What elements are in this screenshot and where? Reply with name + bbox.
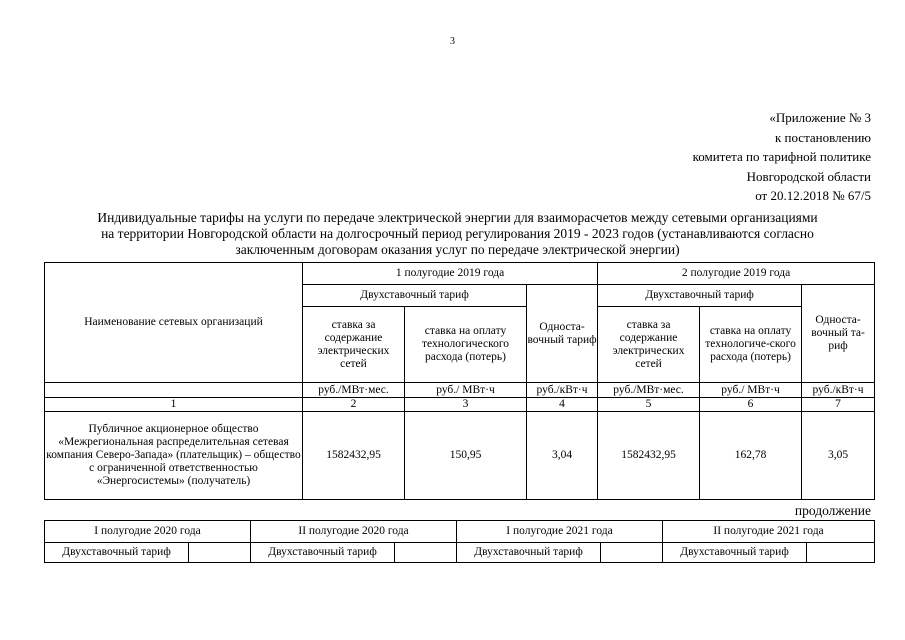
title-line: на территории Новгородской области на долгосрочный период регулирования 2019 - 2023 годов (устанавливаются согласно [101,226,814,241]
appendix-header [571,108,871,206]
appendix-line: комитета по тарифной политике [692,149,871,164]
two-rate-header: Двухставочный тариф [251,543,395,563]
table-row [45,412,875,500]
period-header: II полугодие 2021 года [663,521,875,543]
maintenance-rate-header: ставка за содержание электрических сетей [598,307,700,383]
two-rate-header: Двухставочный тариф [303,285,527,307]
appendix-line: Новгородской области [746,168,871,184]
units-cell: руб./ МВт·ч [700,383,802,398]
units-cell: руб./МВт·мес. [303,383,405,398]
appendix-line: к постановлению [774,129,871,145]
two-rate-header: Двухставочный тариф [598,285,802,307]
empty-cell [807,543,875,563]
title-line: Индивидуальные тарифы на услуги по передаче электрической энергии для взаиморасчетов между сетевыми организациями [97,210,818,225]
column-number: 5 [598,398,700,412]
units-cell: руб./кВт·ч [802,383,875,398]
two-rate-header: Двухставочный тариф [663,543,807,563]
period-header: I полугодие 2021 года [457,521,663,543]
document-title [40,210,875,258]
single-rate-header: Односта-вочный та-риф [802,285,875,383]
single-rate-header: Односта-вочный тариф [527,285,598,383]
tariff-value: 1582432,95 [598,412,700,500]
maintenance-rate-header: ставка за содержание электрических сетей [303,307,405,383]
empty-cell [189,543,251,563]
period-header: II полугодие 2020 года [251,521,457,543]
loss-rate-header: ставка на оплату технологического расхода (потерь) [405,307,527,383]
column-number: 1 [45,398,303,412]
period-header: I полугодие 2020 года [45,521,251,543]
units-cell: руб./кВт·ч [527,383,598,398]
tariff-value: 1582432,95 [303,412,405,500]
title-line: заключенным договорам оказания услуг по передаче электрической энергии) [235,242,680,257]
column-number: 3 [405,398,527,412]
units-cell [45,383,303,398]
column-number: 6 [700,398,802,412]
appendix-line: «Приложение № 3 [769,110,871,125]
empty-cell [601,543,663,563]
appendix-line: от 20.12.2018 № 67/5 [755,188,871,203]
units-cell: руб./ МВт·ч [405,383,527,398]
org-name-header: Наименование сетевых организаций [45,263,303,383]
half2-2019-header: 2 полугодие 2019 года [598,263,875,285]
units-cell: руб./МВт·мес. [598,383,700,398]
tariff-value: 150,95 [405,412,527,500]
empty-cell [395,543,457,563]
column-number: 2 [303,398,405,412]
tariff-value: 162,78 [700,412,802,500]
tariff-table-2019 [44,262,875,500]
organization-name: Публичное акционерное общество «Межрегиональная распределительная сетевая компания Северо-Запада» (плательщик) – общество с ограниченной ответственностью «Энергосистемы» (получатель) [45,412,303,500]
column-number: 4 [527,398,598,412]
column-number: 7 [802,398,875,412]
page-number: 3 [450,36,455,47]
loss-rate-header: ставка на оплату технологиче-ского расхода (потерь) [700,307,802,383]
continuation-label: продолжение [794,503,871,518]
tariff-value: 3,04 [527,412,598,500]
tariff-value: 3,05 [802,412,875,500]
two-rate-header: Двухставочный тариф [457,543,601,563]
half1-2019-header: 1 полугодие 2019 года [303,263,598,285]
tariff-table-2020-2021 [44,520,875,563]
two-rate-header: Двухставочный тариф [45,543,189,563]
